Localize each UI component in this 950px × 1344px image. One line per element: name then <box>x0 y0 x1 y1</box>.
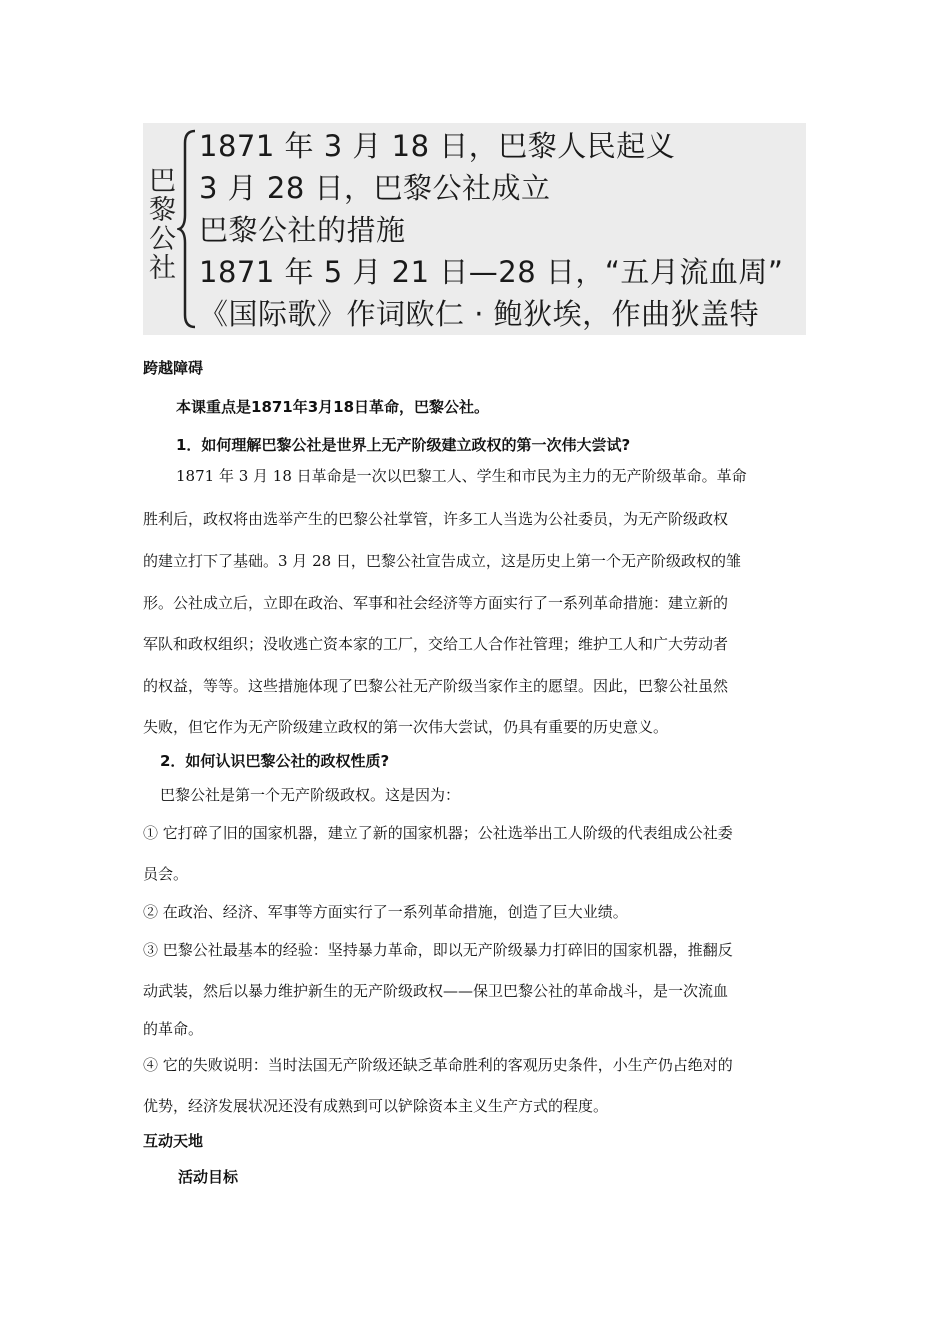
figure-line: 3 月 28 日，巴黎公社成立 <box>199 171 551 205</box>
figure-vertical-title <box>149 167 179 283</box>
figure-line: 巴黎公社的措施 <box>199 213 406 247</box>
answer-1-line: 的建立打下了基础。3 月 28 日，巴黎公社宣告成立，这是历史上第一个无产阶级政权的雏 <box>143 552 741 570</box>
lesson-focus: 本课重点是1871年3月18日革命，巴黎公社。 <box>176 398 490 416</box>
question-2: 2．如何认识巴黎公社的政权性质? <box>160 752 390 770</box>
figure-title-char: 巴 <box>149 166 176 197</box>
paris-commune-figure <box>143 123 806 335</box>
answer-2-line: ① 它打碎了旧的国家机器，建立了新的国家机器；公社选举出工人阶级的代表组成公社委 <box>143 824 733 842</box>
answer-2-intro: 巴黎公社是第一个无产阶级政权。这是因为： <box>160 786 461 804</box>
answer-1-line: 失败，但它作为无产阶级建立政权的第一次伟大尝试，仍具有重要的历史意义。 <box>143 718 669 736</box>
answer-1-line: 形。公社成立后，立即在政治、军事和社会经济等方面实行了一系列革命措施：建立新的 <box>143 594 729 612</box>
figure-line: 1871 年 5 月 21 日—28 日，“五月流血周” <box>199 255 784 289</box>
figure-line: 《国际歌》作词欧仁 · 鲍狄埃，作曲狄盖特 <box>199 297 760 331</box>
answer-2-line: 的革命。 <box>143 1020 204 1038</box>
answer-2-line: ② 在政治、经济、军事等方面实行了一系列革命措施，创造了巨大业绩。 <box>143 903 628 921</box>
activity-goal: 活动目标 <box>178 1168 239 1186</box>
section-heading-hudong: 互动天地 <box>143 1132 204 1150</box>
answer-2-line: 优势，经济发展状况还没有成熟到可以铲除资本主义生产方式的程度。 <box>143 1097 609 1115</box>
figure-lines <box>199 125 783 335</box>
answer-1-line: 的权益，等等。这些措施体现了巴黎公社无产阶级当家作主的愿望。因此，巴黎公社虽然 <box>143 677 729 695</box>
section-heading-kuayue: 跨越障碍 <box>143 359 204 377</box>
answer-1-line: 1871 年 3 月 18 日革命是一次以巴黎工人、学生和市民为主力的无产阶级革命。革命 <box>176 467 747 485</box>
figure-title-char: 黎 <box>149 195 176 226</box>
answer-1-line: 胜利后，政权将由选举产生的巴黎公社掌管，许多工人当选为公社委员，为无产阶级政权 <box>143 510 729 528</box>
answer-1-line: 军队和政权组织；没收逃亡资本家的工厂，交给工人合作社管理；维护工人和广大劳动者 <box>143 635 729 653</box>
question-1: 1．如何理解巴黎公社是世界上无产阶级建立政权的第一次伟大尝试? <box>176 436 631 454</box>
answer-2-line: 动武装，然后以暴力维护新生的无产阶级政权——保卫巴黎公社的革命战斗，是一次流血 <box>143 982 729 1000</box>
answer-2-line: ④ 它的失败说明：当时法国无产阶级还缺乏革命胜利的客观历史条件，小生产仍占绝对的 <box>143 1056 733 1074</box>
figure-title-char: 社 <box>149 253 176 284</box>
curly-brace-icon <box>177 129 199 329</box>
figure-line: 1871 年 3 月 18 日，巴黎人民起义 <box>199 129 676 163</box>
figure-title-char: 公 <box>149 224 176 255</box>
answer-2-line: ③ 巴黎公社最基本的经验：坚持暴力革命，即以无产阶级暴力打碎旧的国家机器，推翻反 <box>143 941 733 959</box>
answer-2-line: 员会。 <box>143 865 189 883</box>
